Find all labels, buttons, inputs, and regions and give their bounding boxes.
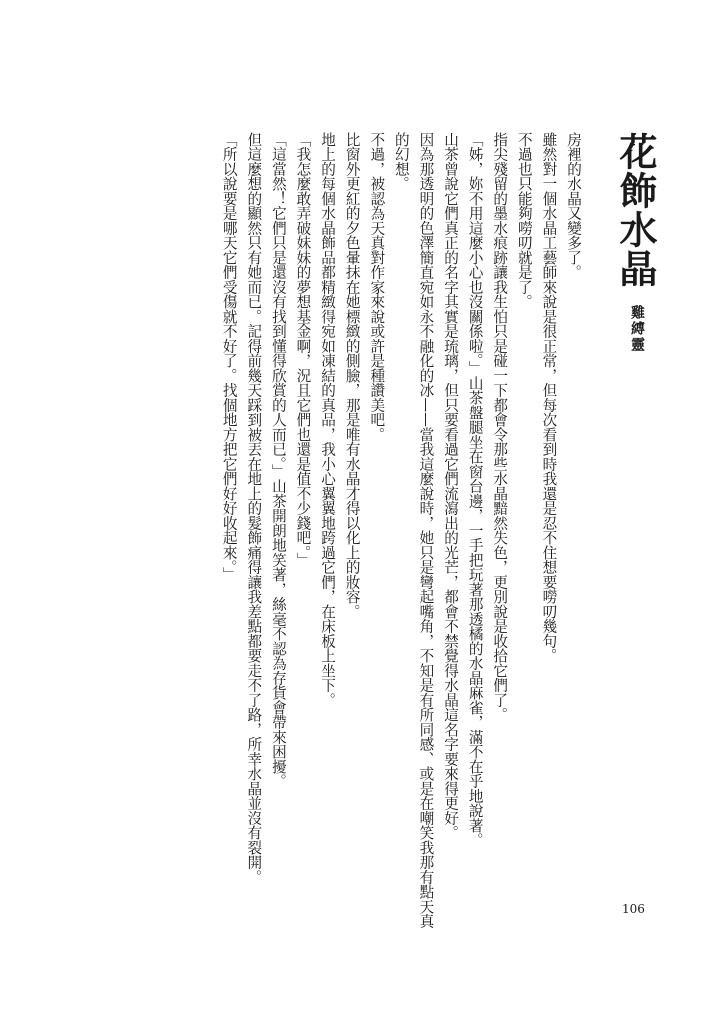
author-name: 雞縛靈: [629, 305, 645, 353]
story-body: [216, 132, 585, 932]
paragraph: 不過，被認為天真對作家來說或許是種讚美吧。: [368, 132, 386, 442]
paragraph: 「我怎麼敢弄破妹妹的夢想基金啊，況且它們也還是值不少錢吧。」: [294, 132, 312, 568]
page-number: 106: [622, 902, 645, 916]
paragraph: 指尖殘留的墨水痕跡讓我生怕只是碰一下都會令那些水晶黯然失色，更別說是收拾它們了。: [491, 132, 509, 722]
paragraph: 地上的每個水晶飾品都精緻得宛如凍結的真品，我小心翼翼地跨過它們，在床板上坐下。: [319, 132, 337, 708]
paragraph: 雖然對一個水晶工藝師來說是很正常，但每次看到時我還是忍不住想要嘮叨幾句。: [540, 132, 558, 663]
title-block: [602, 132, 658, 392]
paragraph: 「姊，妳不用這麼小心也沒關係啦。」山茶盤腿坐在窗台邊，一手把玩著那透橘的水晶麻雀，滿不在乎地說著。: [466, 132, 484, 848]
paragraph: 房裡的水晶又變多了。: [565, 132, 582, 280]
paragraph: 比窗外更紅的夕色暈抹在她標緻的側臉，那是唯有水晶才得以化上的妝容。: [343, 132, 361, 619]
paragraph: 「所以說要是哪天它們受傷就不好了。找個地方把它們好好收起來。」: [220, 132, 238, 582]
paragraph: 不過也只能夠嘮叨就是了。: [515, 132, 533, 309]
paragraph: 因為那透明的色澤簡直宛如永不融化的冰——當我這麼說時，她只是彎起嘴角，不知是有所同感、或是在嘲笑我那有點天真的幻想。: [392, 132, 435, 929]
paragraph: 但這麼想的顯然只有她而已。記得前幾天踩到被丟在地上的髮飾痛得讓我差點都要走不了路，所幸水晶並沒有裂開。: [245, 132, 263, 885]
paragraph: 「這當然！它們只是還沒有找到懂得欣賞的人而已。」山茶開朗地笑著，絲毫不認為存貨會帶來困擾。: [269, 132, 287, 789]
story-title: 花飾水晶: [613, 132, 658, 288]
paragraph: 山茶曾說它們真正的名字其實是琉璃，但只要看過它們流瀉出的光芒，都會不禁覺得水晶這名字要來得更好。: [442, 132, 460, 840]
